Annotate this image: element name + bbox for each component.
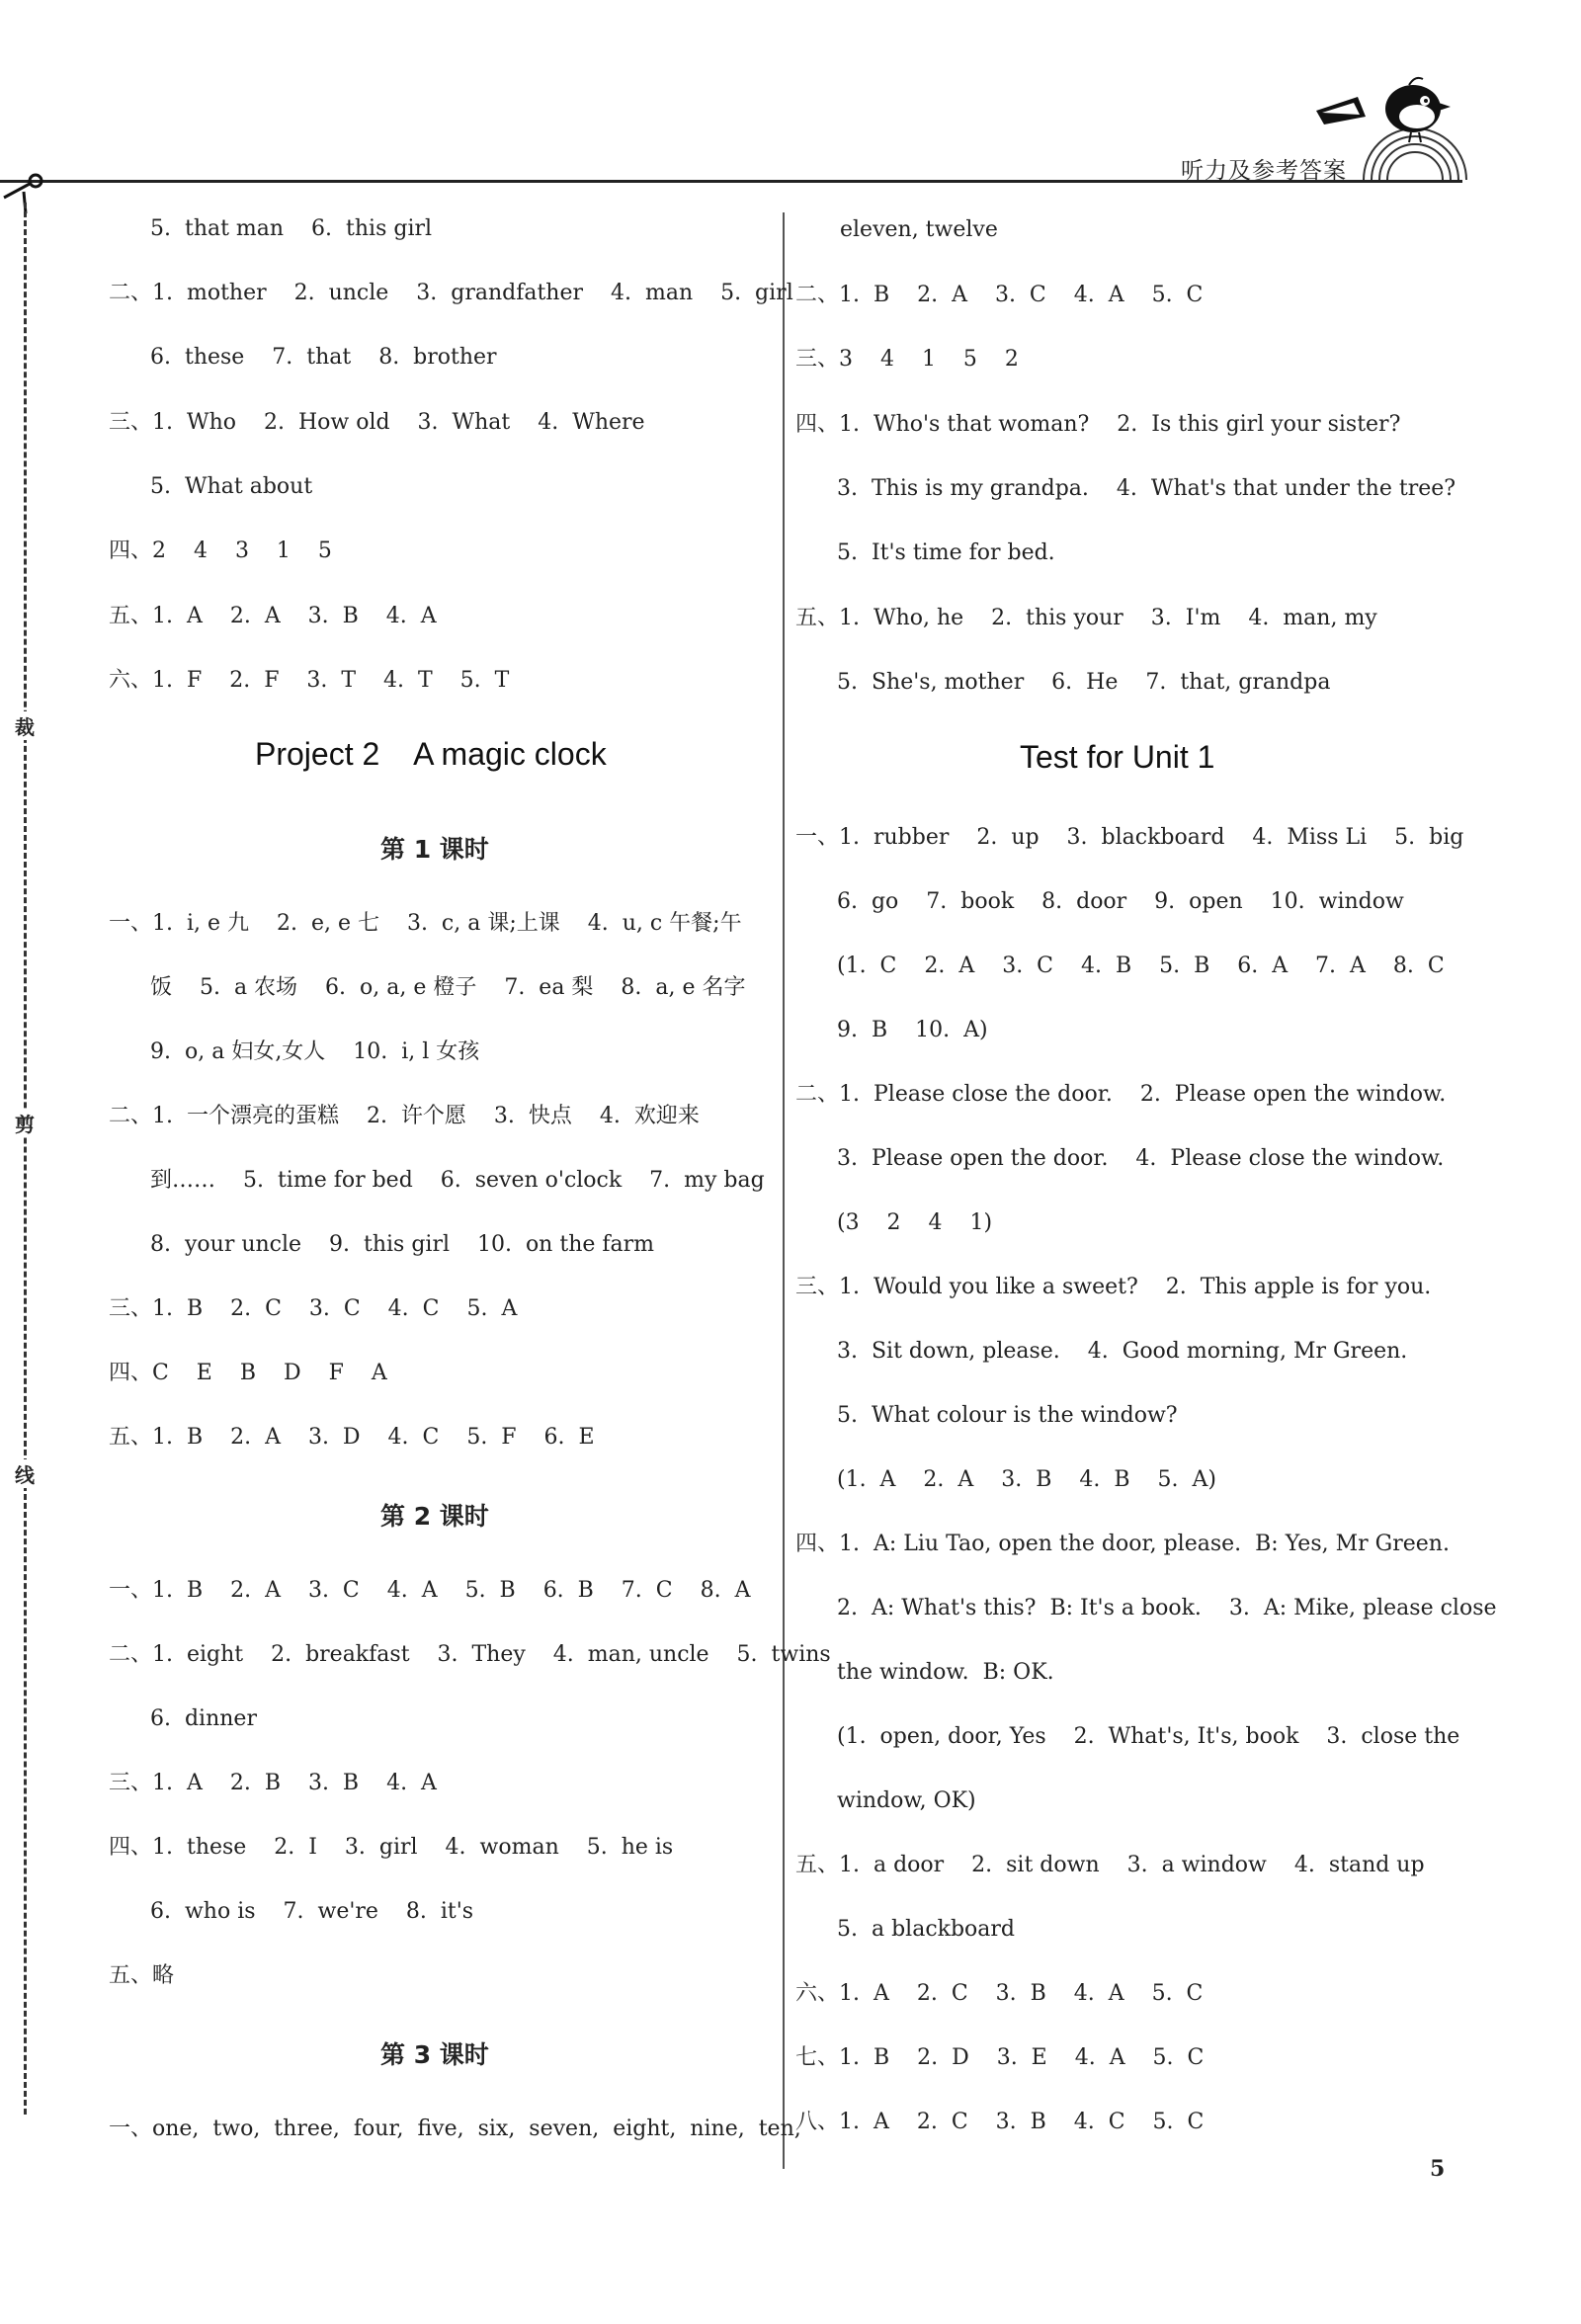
answer-line: 到…… 5. time for bed 6. seven o'clock 7. my bag xyxy=(150,1168,765,1193)
answer-line: 五、1. Who, he 2. this your 3. I'm 4. man, my xyxy=(795,606,1377,630)
answer-line: 二、1. Please close the door. 2. Please open the window. xyxy=(795,1082,1447,1107)
answer-line: 六、1. A 2. C 3. B 4. A 5. C xyxy=(795,1981,1204,2006)
answer-line: 六、1. F 2. F 3. T 4. T 5. T xyxy=(109,668,510,693)
answer-line: 二、1. mother 2. uncle 3. grandfather 4. man 5. girl xyxy=(109,281,793,305)
answer-line: 9. o, a 妇女,女人 10. i, l 女孩 xyxy=(150,1039,480,1064)
answer-line: 八、1. A 2. C 3. B 4. C 5. C xyxy=(795,2110,1205,2134)
cut-mark-jian: 剪 xyxy=(10,1109,40,1137)
answer-line: 5. that man 6. this girl xyxy=(150,216,433,241)
section-title: Test for Unit 1 xyxy=(1020,739,1215,775)
page-number: 5 xyxy=(1430,2156,1446,2182)
answer-line: 一、1. i, e 九 2. e, e 七 3. c, a 课;上课 4. u, c 午餐;午 xyxy=(109,911,742,936)
answer-line: eleven, twelve xyxy=(840,217,998,242)
answer-line: 三、1. Would you like a sweet? 2. This apple is for you. xyxy=(795,1275,1432,1299)
answer-line: 三、1. B 2. C 3. C 4. C 5. A xyxy=(109,1296,518,1321)
answer-line: 二、1. 一个漂亮的蛋糕 2. 许个愿 3. 快点 4. 欢迎来 xyxy=(109,1104,700,1128)
answer-line: window, OK) xyxy=(837,1788,976,1813)
answer-line: 七、1. B 2. D 3. E 4. A 5. C xyxy=(795,2045,1205,2070)
answer-line: 二、1. eight 2. breakfast 3. They 4. man, uncle 5. twins xyxy=(109,1642,831,1667)
cut-mark-cai: 裁 xyxy=(10,711,40,740)
answer-line: 5. What colour is the window? xyxy=(837,1403,1178,1428)
answer-line: (3 2 4 1) xyxy=(837,1210,993,1235)
bird-rainbow-logo-icon xyxy=(1314,59,1472,188)
answer-line: the window. B: OK. xyxy=(837,1660,1054,1685)
answer-line: (1. C 2. A 3. C 4. B 5. B 6. A 7. A 8. C xyxy=(837,954,1445,978)
lesson-title: 第 1 课时 xyxy=(380,835,489,864)
section-title: Project 2 A magic clock xyxy=(255,736,607,772)
answer-line: 五、略 xyxy=(109,1963,175,1988)
answer-line: 6. these 7. that 8. brother xyxy=(150,345,497,370)
answer-line: 6. who is 7. we're 8. it's xyxy=(150,1899,474,1924)
answer-line: 3. Please open the door. 4. Please close the window. xyxy=(837,1146,1445,1171)
answer-line: 一、1. rubber 2. up 3. blackboard 4. Miss Li 5. big xyxy=(795,825,1464,850)
answer-line: 一、one, two, three, four, five, six, seven, eight, nine, ten, xyxy=(109,2116,801,2141)
answer-line: 三、1. A 2. B 3. B 4. A xyxy=(109,1771,437,1795)
answer-line: 饭 5. a 农场 6. o, a, e 橙子 7. ea 梨 8. a, e 名字 xyxy=(150,975,746,1000)
answer-line: 8. your uncle 9. this girl 10. on the farm xyxy=(150,1232,655,1257)
lesson-title: 第 3 课时 xyxy=(380,2040,489,2069)
answer-line: 5. She's, mother 6. He 7. that, grandpa xyxy=(837,670,1331,695)
column-divider xyxy=(783,212,785,2169)
answer-line: 四、2 4 3 1 5 xyxy=(109,539,332,563)
answer-line: 三、3 4 1 5 2 xyxy=(795,347,1019,372)
answer-line: 四、1. these 2. I 3. girl 4. woman 5. he is xyxy=(109,1835,674,1860)
answer-line: 3. Sit down, please. 4. Good morning, Mr Green. xyxy=(837,1339,1408,1364)
header-title: 听力及参考答案 xyxy=(1181,158,1347,184)
answer-line: 3. This is my grandpa. 4. What's that under the tree? xyxy=(837,476,1456,501)
answer-line: (1. open, door, Yes 2. What's, It's, book 3. close the xyxy=(837,1724,1460,1749)
cut-dashed-line xyxy=(24,203,27,2115)
answer-line: 6. dinner xyxy=(150,1706,257,1731)
answer-line: 5. What about xyxy=(150,474,313,499)
scissors-icon xyxy=(0,170,45,215)
answer-line: 2. A: What's this? B: It's a book. 3. A: Mike, please close xyxy=(837,1596,1497,1620)
lesson-title: 第 2 课时 xyxy=(380,1502,489,1531)
cut-mark-xian: 线 xyxy=(10,1459,40,1488)
answer-line: 四、1. Who's that woman? 2. Is this girl your sister? xyxy=(795,412,1401,437)
answer-line: 5. a blackboard xyxy=(837,1917,1016,1942)
answer-line: 三、1. Who 2. How old 3. What 4. Where xyxy=(109,410,645,435)
answer-line: 一、1. B 2. A 3. C 4. A 5. B 6. B 7. C 8. A xyxy=(109,1578,751,1603)
answer-line: 四、C E B D F A xyxy=(109,1361,387,1385)
answer-line: 5. It's time for bed. xyxy=(837,540,1055,565)
answer-line: 五、1. A 2. A 3. B 4. A xyxy=(109,604,437,628)
answer-line: 五、1. a door 2. sit down 3. a window 4. stand up xyxy=(795,1853,1425,1877)
answer-line: 9. B 10. A) xyxy=(837,1018,988,1042)
answer-line: 五、1. B 2. A 3. D 4. C 5. F 6. E xyxy=(109,1425,595,1450)
answer-line: 二、1. B 2. A 3. C 4. A 5. C xyxy=(795,283,1204,307)
answer-line: 6. go 7. book 8. door 9. open 10. window xyxy=(837,889,1404,914)
answer-line: (1. A 2. A 3. B 4. B 5. A) xyxy=(837,1467,1216,1492)
answer-line: 四、1. A: Liu Tao, open the door, please. B: Yes, Mr Green. xyxy=(795,1532,1450,1556)
